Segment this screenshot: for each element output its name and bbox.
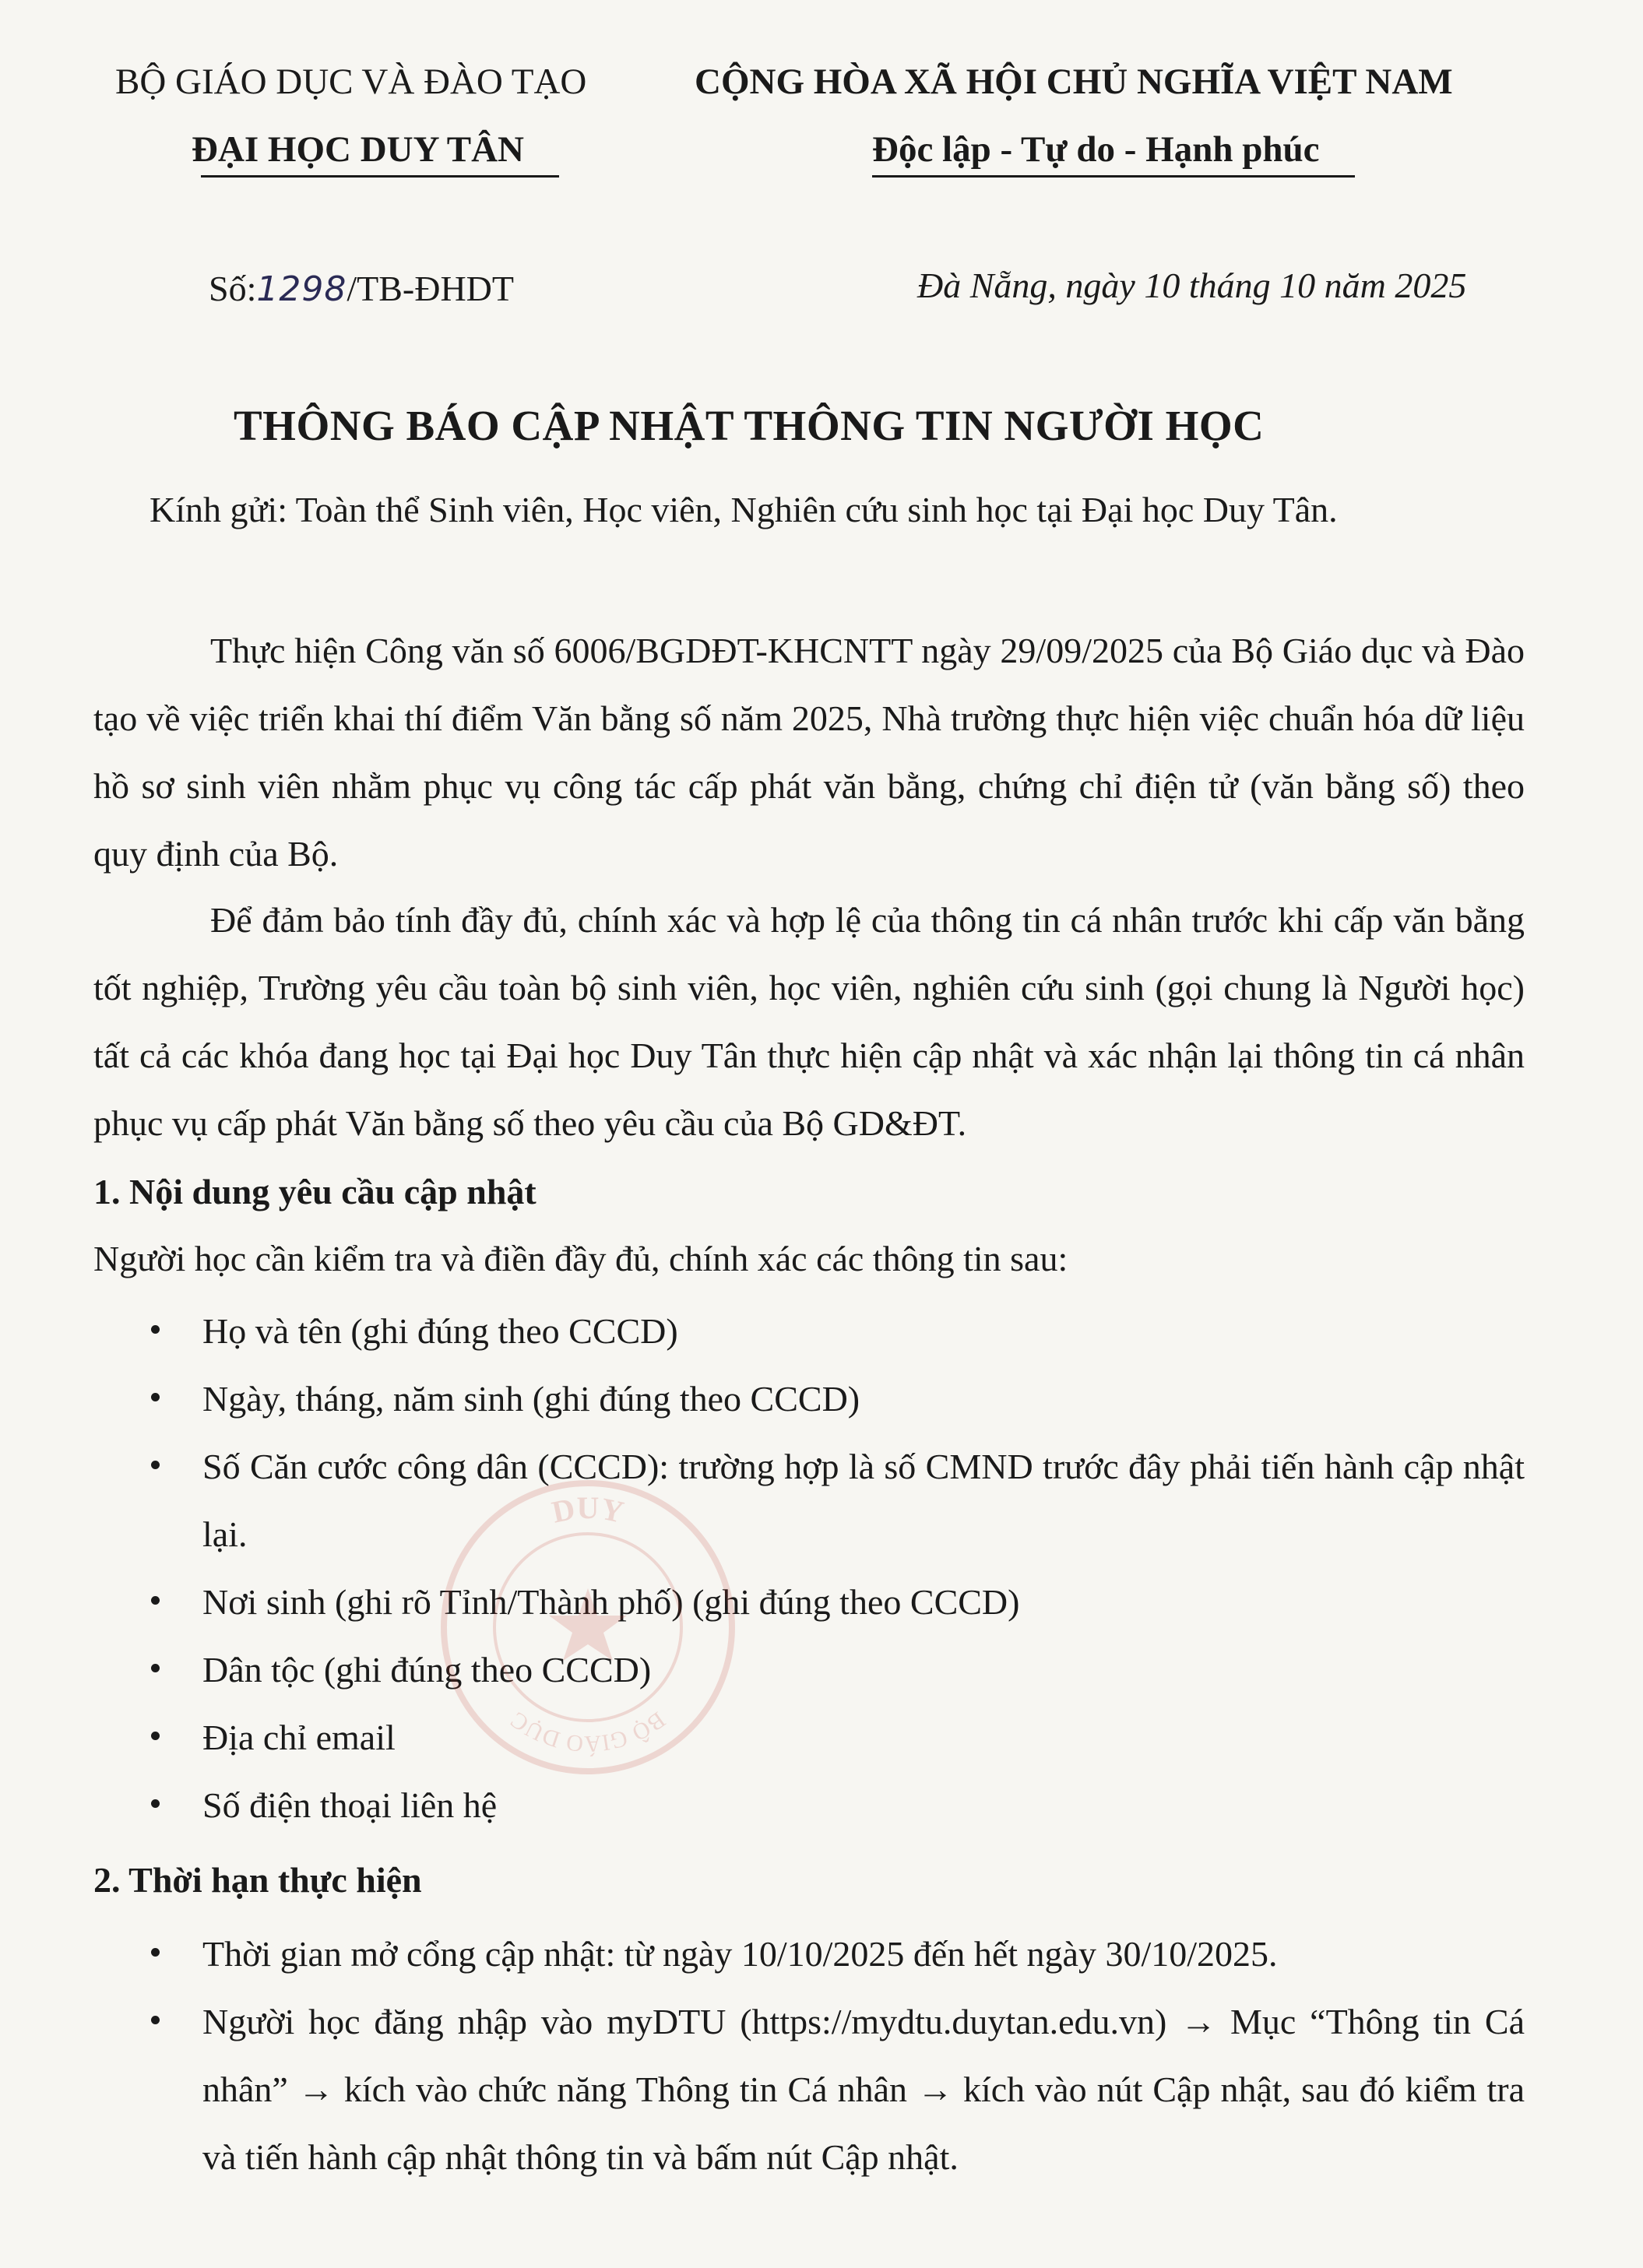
section-1-heading: 1. Nội dung yêu cầu cập nhật xyxy=(93,1172,537,1211)
bullet-icon xyxy=(151,1732,160,1740)
list-item xyxy=(93,1433,1525,1568)
ministry-name: BỘ GIÁO DỤC VÀ ĐÀO TẠO xyxy=(115,62,587,102)
section-1-intro: Người học cần kiểm tra và điền đầy đủ, chính xác các thông tin sau: xyxy=(93,1239,1068,1278)
bullet-icon xyxy=(151,1325,160,1334)
university-underline xyxy=(201,175,559,178)
list-item-text: Họ và tên (ghi đúng theo CCCD) xyxy=(202,1311,678,1351)
list-item xyxy=(93,1704,1525,1771)
national-motto: Độc lập - Tự do - Hạnh phúc xyxy=(872,129,1320,170)
university-name: ĐẠI HỌC DUY TÂN xyxy=(192,129,524,170)
list-item xyxy=(93,1988,1525,2191)
list-item-text: Thời gian mở cổng cập nhật: từ ngày 10/10/2025 đến hết ngày 30/10/2025. xyxy=(202,1934,1278,1974)
list-item-text: Nơi sinh (ghi rõ Tỉnh/Thành phố) (ghi đúng theo CCCD) xyxy=(202,1582,1020,1622)
list-item xyxy=(93,1568,1525,1636)
list-item xyxy=(93,1920,1525,1988)
place-date: Đà Nẵng, ngày 10 tháng 10 năm 2025 xyxy=(917,265,1467,305)
list-item-text: Dân tộc (ghi đúng theo CCCD) xyxy=(202,1650,652,1690)
section-2-list xyxy=(93,1920,1525,2191)
list-item-text: Số điện thoại liên hệ xyxy=(202,1785,498,1825)
seal-text-top: DUY xyxy=(548,1490,628,1530)
bullet-icon xyxy=(151,1596,160,1605)
list-item-text: Địa chỉ email xyxy=(202,1718,396,1757)
list-item xyxy=(93,1636,1525,1704)
document-title: THÔNG BÁO CẬP NHẬT THÔNG TIN NGƯỜI HỌC xyxy=(234,402,1265,449)
bullet-icon xyxy=(151,1664,160,1672)
motto-underline xyxy=(872,175,1355,178)
list-item-text: Người học đăng nhập vào myDTU (https://mydtu.duytan.edu.vn) → Mục “Thông tin Cá nhân” → kích vào chức năng Thông tin Cá nhân → kích vào nút Cập nhật, sau đó kiểm tra và tiến hành cập nhật thông tin và bấm nút Cập nhật. xyxy=(202,2002,1525,2177)
bullet-icon xyxy=(151,2016,160,2024)
paragraph-2 xyxy=(93,886,1525,1157)
paragraph-1-text: Thực hiện Công văn số 6006/BGDĐT-KHCNTT ngày 29/09/2025 của Bộ Giáo dục và Đào tạo về việc triển khai thí điểm Văn bằng số năm 2025, Nhà trường thực hiện việc chuẩn hóa dữ liệu hồ sơ sinh viên nhằm phục vụ công tác cấp phát văn bằng, chứng chỉ điện tử (văn bằng số) theo quy định của Bộ. xyxy=(93,631,1525,874)
doc-number-handwritten: 1298 xyxy=(256,269,347,309)
list-item-text: Ngày, tháng, năm sinh (ghi đúng theo CCCD) xyxy=(202,1379,860,1419)
svg-text:DUY xyxy=(549,1490,627,1530)
svg-text:BỘ GIÁO DỤC xyxy=(506,1707,670,1756)
doc-number-suffix: /TB-ĐHDT xyxy=(347,269,514,308)
list-item xyxy=(93,1297,1525,1365)
list-item xyxy=(93,1365,1525,1433)
recipient-line: Kính gửi: Toàn thể Sinh viên, Học viên, Nghiên cứu sinh học tại Đại học Duy Tân. xyxy=(150,490,1338,529)
official-seal-icon xyxy=(432,1472,744,1783)
doc-number-label: Số: xyxy=(209,269,257,308)
paragraph-2-text: Để đảm bảo tính đầy đủ, chính xác và hợp lệ của thông tin cá nhân trước khi cấp văn bằng tốt nghiệp, Trường yêu cầu toàn bộ sinh viên, học viên, nghiên cứu sinh (gọi chung là Người học) tất cả các khóa đang học tại Đại học Duy Tân thực hiện cập nhật và xác nhận lại thông tin cá nhân phục vụ cấp phát Văn bằng số theo yêu cầu của Bộ GD&ĐT. xyxy=(93,900,1525,1143)
section-1-list xyxy=(93,1297,1525,1839)
paragraph-1 xyxy=(93,617,1525,888)
bullet-icon xyxy=(151,1393,160,1401)
country-name: CỘNG HÒA XÃ HỘI CHỦ NGHĨA VIỆT NAM xyxy=(695,62,1453,102)
section-2-heading: 2. Thời hạn thực hiện xyxy=(93,1860,422,1900)
bullet-icon xyxy=(151,1799,160,1808)
bullet-icon xyxy=(151,1948,160,1957)
bullet-icon xyxy=(151,1461,160,1469)
list-item-text: Số Căn cước công dân (CCCD): trường hợp là số CMND trước đây phải tiến hành cập nhật lại. xyxy=(202,1447,1525,1554)
document-number xyxy=(209,268,514,309)
list-item xyxy=(93,1771,1525,1839)
seal-text-bottom: BỘ GIÁO DỤC xyxy=(505,1706,670,1757)
